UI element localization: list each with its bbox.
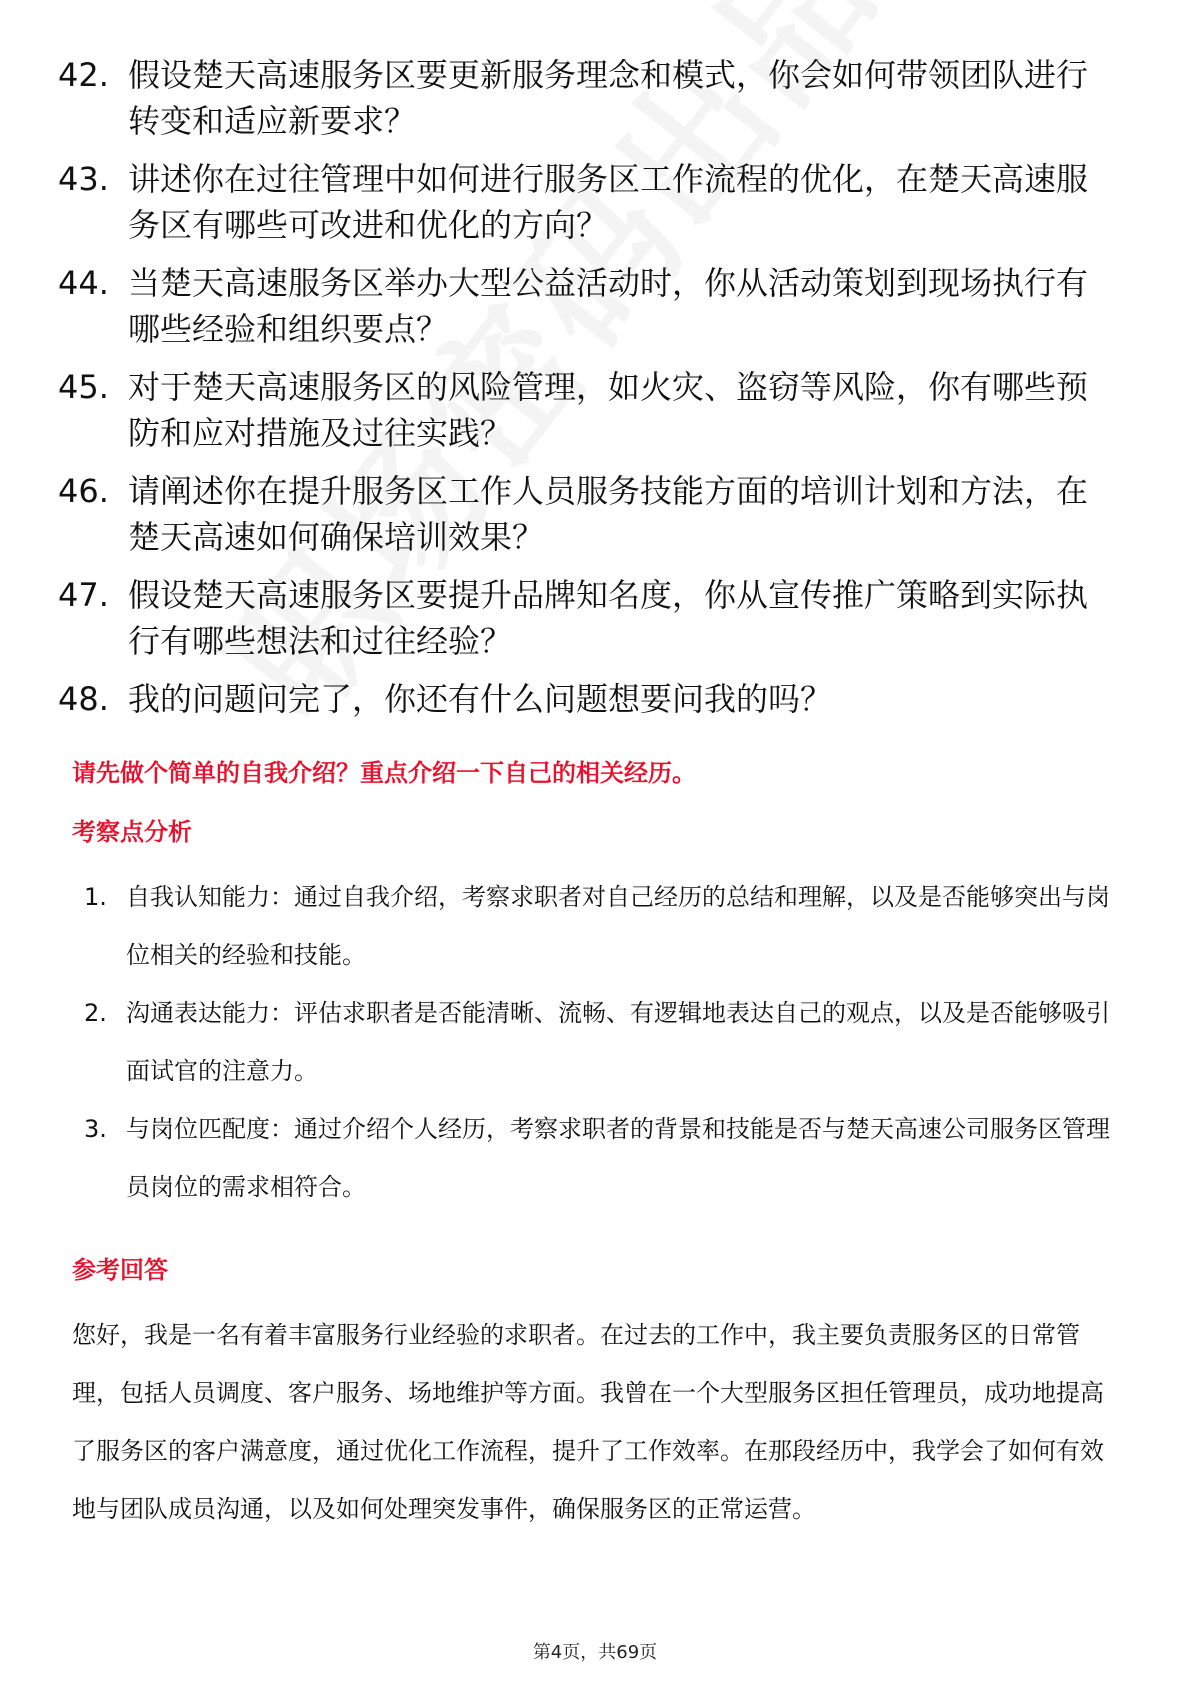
question-item — [58, 572, 1118, 664]
question-item — [58, 676, 1118, 722]
answer-paragraph: 您好，我是一名有着丰富服务行业经验的求职者。在过去的工作中，我主要负责服务区的日常管理，包括人员调度、客户服务、场地维护等方面。我曾在一个大型服务区担任管理员，成功地提高了服务区的客户满意度，通过优化工作流程，提升了工作效率。在那段经历中，我学会了如何有效地与团队成员沟通，以及如何处理突发事件，确保服务区的正常运营。 — [72, 1321, 1104, 1523]
question-item — [58, 156, 1118, 248]
question-text: 请阐述你在提升服务区工作人员服务技能方面的培训计划和方法，在楚天高速如何确保培训效果？ — [128, 472, 1089, 556]
question-text: 当楚天高速服务区举办大型公益活动时，你从活动策划到现场执行有哪些经验和组织要点？ — [128, 264, 1089, 348]
question-text: 假设楚天高速服务区要更新服务理念和模式，你会如何带领团队进行转变和适应新要求？ — [128, 56, 1089, 140]
analysis-text: 与岗位匹配度：通过介绍个人经历，考察求职者的背景和技能是否与楚天高速公司服务区管理员岗位的需求相符合。 — [126, 1115, 1110, 1201]
question-number: 42. — [58, 56, 109, 94]
answer-heading: 参考回答 — [72, 1256, 168, 1284]
analysis-text: 沟通表达能力：评估求职者是否能清晰、流畅、有逻辑地表达自己的观点，以及是否能够吸引面试官的注意力。 — [126, 999, 1110, 1085]
question-text: 对于楚天高速服务区的风险管理，如火灾、盗窃等风险，你有哪些预防和应对措施及过往实践？ — [128, 368, 1089, 452]
question-number: 46. — [58, 472, 109, 510]
question-text: 我的问题问完了，你还有什么问题想要问我的吗？ — [128, 680, 833, 718]
question-number: 43. — [58, 160, 109, 198]
analysis-text: 自我认知能力：通过自我介绍，考察求职者对自己经历的总结和理解，以及是否能够突出与岗位相关的经验和技能。 — [126, 883, 1110, 969]
main-question-heading: 请先做个简单的自我介绍？重点介绍一下自己的相关经历。 — [72, 759, 696, 787]
analysis-number: 2. — [84, 999, 107, 1027]
analysis-item — [84, 868, 1124, 984]
analysis-item — [84, 984, 1124, 1100]
question-number: 45. — [58, 368, 109, 406]
question-item — [58, 52, 1118, 144]
question-number: 47. — [58, 576, 109, 614]
analysis-number: 1. — [84, 883, 107, 911]
question-text: 假设楚天高速服务区要提升品牌知名度，你从宣传推广策略到实际执行有哪些想法和过往经验？ — [128, 576, 1089, 660]
analysis-list — [84, 868, 1124, 1216]
analysis-heading: 考察点分析 — [72, 818, 192, 846]
analysis-item — [84, 1100, 1124, 1216]
question-item — [58, 364, 1118, 456]
analysis-number: 3. — [84, 1115, 107, 1143]
question-number: 44. — [58, 264, 109, 302]
page-footer: 第4页，共69页 — [532, 1642, 658, 1663]
question-number: 48. — [58, 680, 109, 718]
question-text: 讲述你在过往管理中如何进行服务区工作流程的优化，在楚天高速服务区有哪些可改进和优化的方向？ — [128, 160, 1089, 244]
question-list — [58, 52, 1118, 734]
question-item — [58, 468, 1118, 560]
question-item — [58, 260, 1118, 352]
